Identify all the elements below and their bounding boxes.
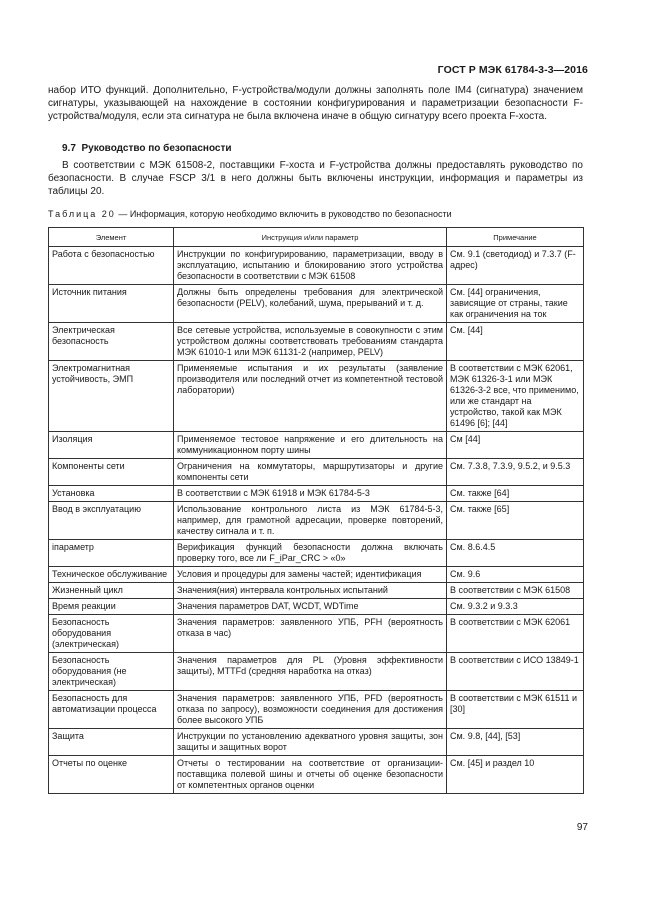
cell-note: См. [45] и раздел 10 (447, 756, 584, 794)
cell-note: См. также [65] (447, 502, 584, 540)
table-row (49, 323, 584, 361)
cell-element: Ввод в эксплуатацию (49, 502, 174, 540)
table-row (49, 729, 584, 756)
table-row (49, 567, 584, 583)
cell-element: Безопасность оборудования (не электрическая) (49, 653, 174, 691)
safety-manual-table (48, 227, 584, 794)
cell-instruction: Верификация функций безопасности должна включать проверку того, все ли F_iPar_CRC > «0» (174, 540, 447, 567)
cell-note: См [44] (447, 432, 584, 459)
intro-text: набор ИТО функций. Дополнительно, F-устройства/модули должны заполнять поле IM4 (сигнатура) значением сигнатуры, указывающей на нахождение в состоянии конфигурирования и параметризации безопасности F-устройства/модуля, если эта сигнатура не была включена иначе в общую сигнатуру всего проекта F-хоста. (48, 85, 583, 122)
cell-note: В соответствии с МЭК 61508 (447, 583, 584, 599)
section-title: Руководство по безопасности (81, 143, 232, 154)
table-row (49, 361, 584, 432)
table-row (49, 247, 584, 285)
cell-instruction: Должны быть определены требования для электрической безопасности (PELV), колебаний, шума, прерываний и т. д. (174, 285, 447, 323)
cell-note: В соответствии с МЭК 62061 (447, 615, 584, 653)
cell-instruction: В соответствии с МЭК 61918 и МЭК 61784-5-3 (174, 486, 447, 502)
table-caption-text: — Информация, которую необходимо включить в руководство по безопасности (115, 209, 452, 219)
cell-instruction: Инструкции по конфигурированию, параметризации, вводу в эксплуатацию, испытанию и блокированию этого устройства безопасности в соответствии с МЭК 61508 (174, 247, 447, 285)
cell-element: Отчеты по оценке (49, 756, 174, 794)
table-row (49, 583, 584, 599)
table-row (49, 540, 584, 567)
cell-element: Безопасность для автоматизации процесса (49, 691, 174, 729)
cell-instruction: Условия и процедуры для замены частей; идентификация (174, 567, 447, 583)
cell-element: Защита (49, 729, 174, 756)
table-row (49, 691, 584, 729)
table-row (49, 459, 584, 486)
header-element: Элемент (49, 228, 174, 247)
table-row (49, 653, 584, 691)
table-row (49, 756, 584, 794)
section-heading (62, 143, 232, 154)
cell-element: Время реакции (49, 599, 174, 615)
cell-note: См. [44] ограничения, зависящие от страны, такие как ограничения на ток (447, 285, 584, 323)
table-caption (48, 209, 452, 219)
table-row (49, 432, 584, 459)
cell-element: iпараметр (49, 540, 174, 567)
cell-element: Компоненты сети (49, 459, 174, 486)
table-row (49, 285, 584, 323)
cell-instruction: Значения параметров: заявленного УПБ, PFD (вероятность отказа по запросу), возможности соединения для достижения более высокого УПБ (174, 691, 447, 729)
table-row (49, 599, 584, 615)
cell-instruction: Значения параметров для PL (Уровня эффективности защиты), MTTFd (средняя наработка на отказ) (174, 653, 447, 691)
cell-note: В соответствии с МЭК 61511 и [30] (447, 691, 584, 729)
header-instruction: Инструкция и/или параметр (174, 228, 447, 247)
cell-element: Изоляция (49, 432, 174, 459)
cell-instruction: Применяемое тестовое напряжение и его длительность на коммуникационном порту шины (174, 432, 447, 459)
cell-element: Безопасность оборудования (электрическая) (49, 615, 174, 653)
standard-header: ГОСТ Р МЭК 61784-3-3—2016 (437, 64, 588, 76)
cell-note: См. 9.1 (светодиод) и 7.3.7 (F-адрес) (447, 247, 584, 285)
cell-note: В соответствии с ИСО 13849-1 (447, 653, 584, 691)
cell-instruction: Значения параметров: заявленного УПБ, PFH (вероятность отказа в час) (174, 615, 447, 653)
cell-instruction: Ограничения на коммутаторы, маршрутизаторы и другие компоненты сети (174, 459, 447, 486)
cell-element: Электромагнитная устойчивость, ЭМП (49, 361, 174, 432)
intro-paragraph (48, 84, 583, 123)
cell-note: См. также [64] (447, 486, 584, 502)
cell-note: См. 9.6 (447, 567, 584, 583)
cell-note: См. [44] (447, 323, 584, 361)
cell-element: Источник питания (49, 285, 174, 323)
cell-note: См. 9.3.2 и 9.3.3 (447, 599, 584, 615)
cell-note: В соответствии с МЭК 62061, МЭК 61326-3-1 или МЭК 61326-3-2 все, что применимо, или же стандарт на устройство, такой как МЭК 61496 [6]; [44] (447, 361, 584, 432)
cell-instruction: Отчеты о тестировании на соответствие от организации-поставщика полевой шины и отчеты об оценке безопасности от компетентных органов оценки (174, 756, 447, 794)
page-number: 97 (576, 822, 588, 833)
table-caption-label: Таблица 20 (48, 209, 116, 219)
table-row (49, 486, 584, 502)
cell-element: Жизненный цикл (49, 583, 174, 599)
cell-instruction: Значения(ния) интервала контрольных испытаний (174, 583, 447, 599)
table-row (49, 502, 584, 540)
cell-element: Техническое обслуживание (49, 567, 174, 583)
table-row (49, 615, 584, 653)
section-paragraph: В соответствии с МЭК 61508-2, поставщики F-хоста и F-устройства должны предоставлять руководство по безопасности. В случае FSCP 3/1 в него должны быть включены инструкции, информация и параметры из таблицы 20. (48, 160, 583, 197)
cell-note: См. 7.3.8, 7.3.9, 9.5.2, и 9.5.3 (447, 459, 584, 486)
cell-instruction: Все сетевые устройства, используемые в совокупности с этим устройством должны соответствовать требованиям стандарта МЭК 61010-1 или МЭК 61131-2 (например, PELV) (174, 323, 447, 361)
cell-element: Работа с безопасностью (49, 247, 174, 285)
cell-note: См. 9.8, [44], [53] (447, 729, 584, 756)
cell-instruction: Применяемые испытания и их результаты (заявление производителя или последний отчет из компетентной тестовой лаборатории) (174, 361, 447, 432)
cell-instruction: Инструкции по установлению адекватного уровня защиты, зон защиты и защитных ворот (174, 729, 447, 756)
header-note: Примечание (447, 228, 584, 247)
table-header-row (49, 228, 584, 247)
cell-instruction: Использование контрольного листа из МЭК 61784-5-3, например, для грамотной адресации, проверке повторений, качеству сигнала и т. п. (174, 502, 447, 540)
section-number: 9.7 (62, 143, 76, 154)
cell-element: Электрическая безопасность (49, 323, 174, 361)
cell-note: См. 8.6.4.5 (447, 540, 584, 567)
cell-instruction: Значения параметров DAT, WCDT, WDTime (174, 599, 447, 615)
cell-element: Установка (49, 486, 174, 502)
